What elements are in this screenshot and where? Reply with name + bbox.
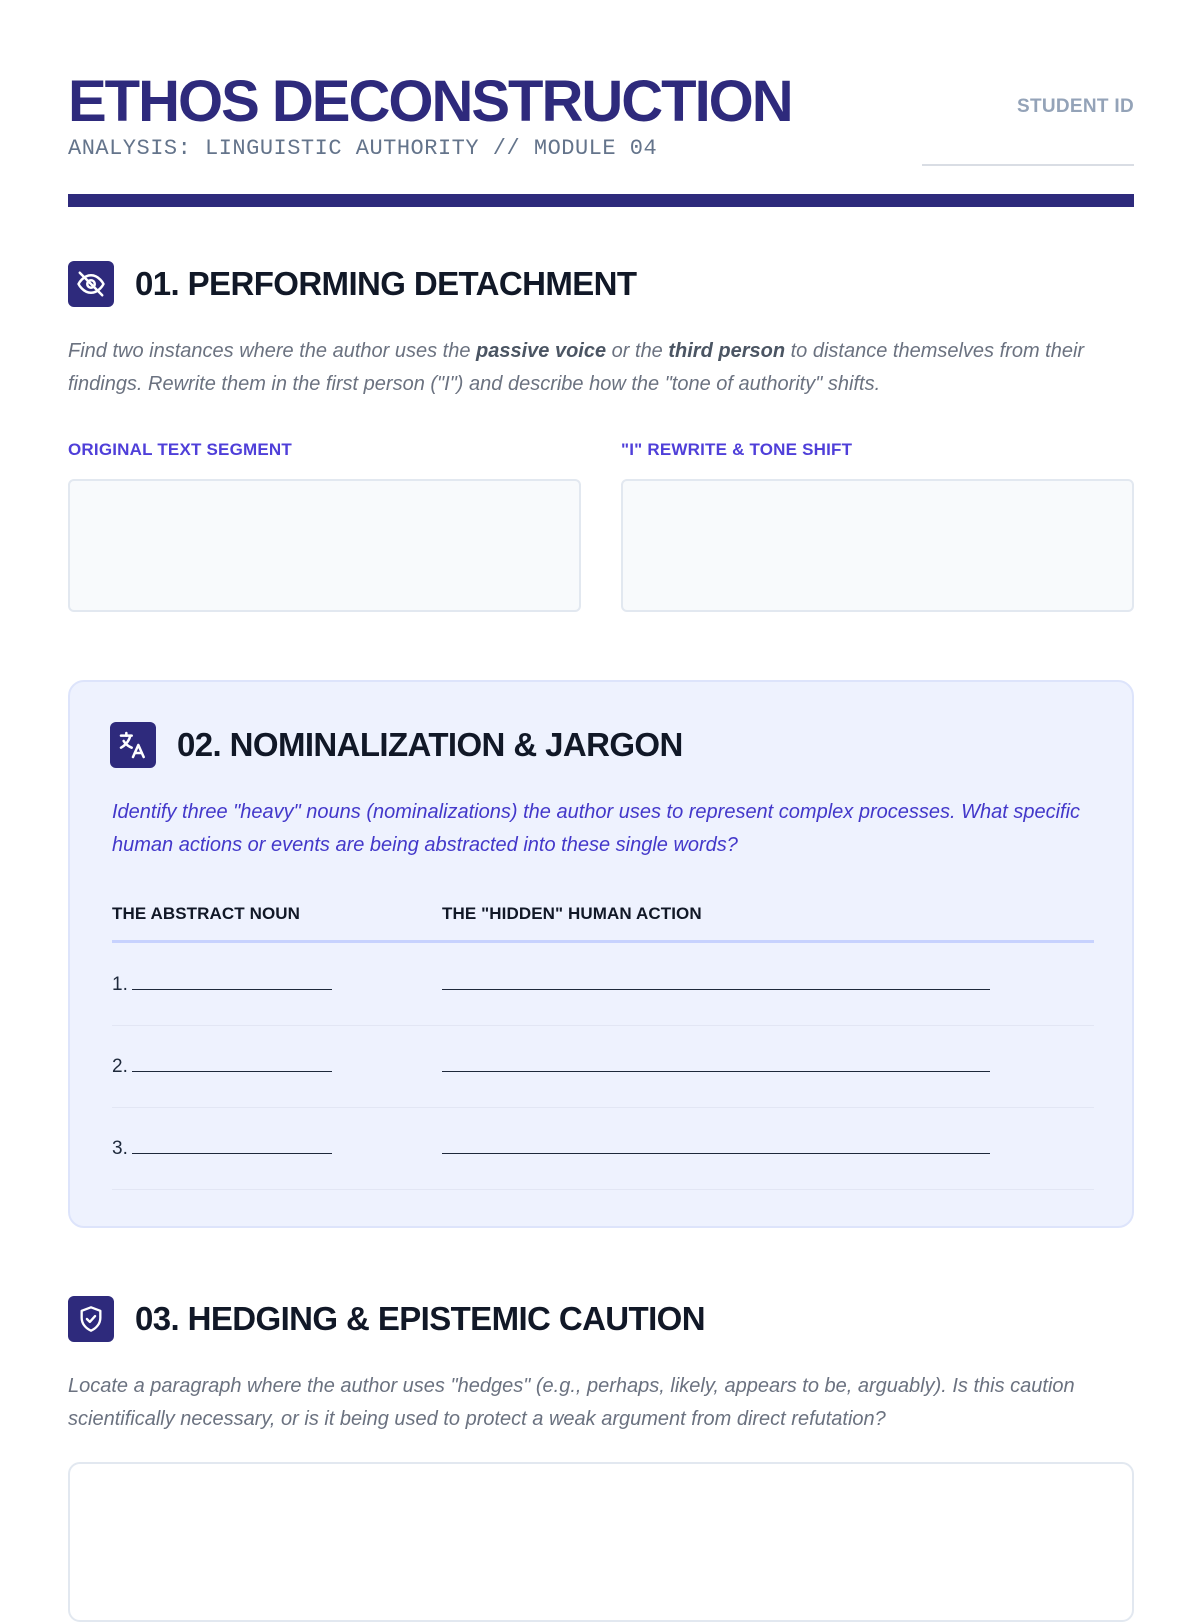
section-1-title: 01. PERFORMING DETACHMENT xyxy=(135,265,637,302)
worksheet-header xyxy=(68,69,1134,206)
hedging-answer-box[interactable] xyxy=(68,1462,1134,1622)
passive-voice-emphasis: passive voice xyxy=(476,340,607,362)
action-blank-3[interactable] xyxy=(442,1153,990,1154)
student-id-label: STUDENT ID xyxy=(1017,96,1134,117)
section-3-prompt: Locate a paragraph where the author uses "hedges" (e.g., perhaps, likely, appears to be, arguably). Is this caution scientifically necessary, or is it being used to protect a weak argument from direct refutation? xyxy=(68,1375,1075,1430)
original-text-label: ORIGINAL TEXT SEGMENT xyxy=(68,440,292,459)
table-row xyxy=(112,1025,1094,1108)
section-2-title: 02. NOMINALIZATION & JARGON xyxy=(177,726,683,763)
hidden-action-header: THE "HIDDEN" HUMAN ACTION xyxy=(442,904,702,923)
section-2-card xyxy=(68,680,1134,1228)
rewrite-answer-box[interactable] xyxy=(621,479,1134,612)
page-title: ETHOS DECONSTRUCTION xyxy=(68,69,792,134)
table-row xyxy=(112,1107,1094,1190)
action-blank-2[interactable] xyxy=(442,1071,990,1072)
section-3-header xyxy=(68,1296,705,1342)
eye-off-icon xyxy=(68,261,114,307)
section-3-title: 03. HEDGING & EPISTEMIC CAUTION xyxy=(135,1300,705,1337)
abstract-noun-header: THE ABSTRACT NOUN xyxy=(112,904,301,923)
section-2-prompt: Identify three "heavy" nouns (nominalizations) the author uses to represent complex processes. What specific human actions or events are being abstracted into these single words? xyxy=(112,801,1081,856)
shield-check-icon xyxy=(68,1296,114,1342)
page-subtitle: ANALYSIS: LINGUISTIC AUTHORITY // MODULE 04 xyxy=(68,136,658,161)
section-2-header xyxy=(110,722,683,768)
student-id-field[interactable] xyxy=(922,164,1134,166)
section-1-prompt: Find two instances where the author uses the passive voice or the third person to distance themselves from their findings. Rewrite them in the first person ("I") and describe how the "tone of authority" shifts. xyxy=(68,340,1085,395)
section-1-header xyxy=(68,261,636,307)
third-person-emphasis: third person xyxy=(668,340,786,362)
noun-blank-1[interactable]: 1. xyxy=(112,973,332,996)
original-text-answer-box[interactable] xyxy=(68,479,581,612)
rewrite-label: "I" REWRITE & TONE SHIFT xyxy=(621,440,853,459)
noun-blank-3[interactable]: 3. xyxy=(112,1137,332,1160)
action-blank-1[interactable] xyxy=(442,989,990,990)
table-row xyxy=(112,943,1094,1026)
header-divider xyxy=(68,194,1134,207)
translate-icon xyxy=(110,722,156,768)
noun-blank-2[interactable]: 2. xyxy=(112,1055,332,1078)
